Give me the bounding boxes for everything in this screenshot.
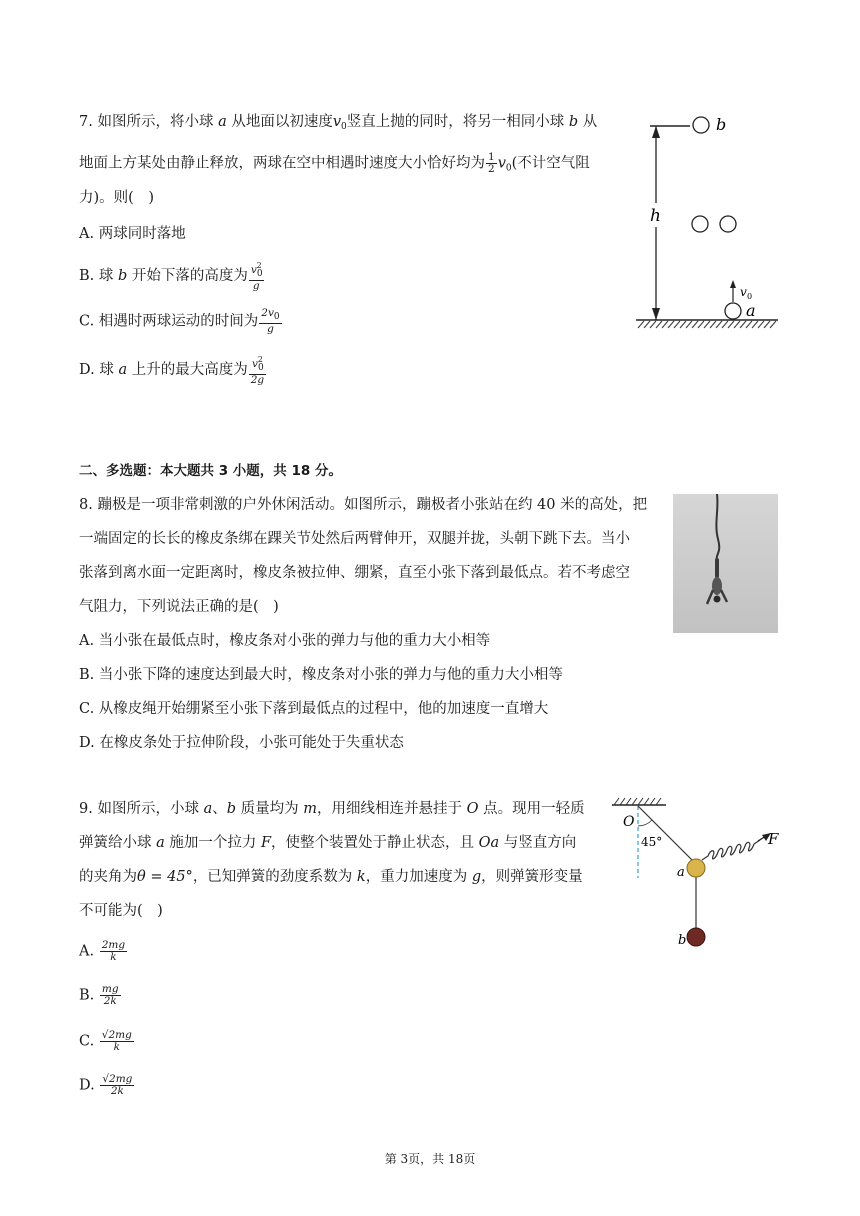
bungee-jumper-photo (673, 494, 778, 633)
label-b: b (716, 115, 727, 134)
q7-option-c: C. 相遇时两球运动的时间为 $\frac{2v0}{g}$ (79, 307, 280, 335)
q8-option-c: C. 从橡皮绳开始绷紧至小张下落到最低点的过程中，他的加速度一直增大 (79, 701, 549, 717)
q7-line-2: 地面上方某处由静止释放，两球在空中相遇时速度大小恰好均为 $\frac{1}{2}$ $v_0$(不计空气阻 (79, 151, 590, 175)
fraction: $\frac{v0^2}{2g}$ (250, 355, 265, 386)
q8-option-b: B. 当小张下降的速度达到最大时，橡皮条对小张的弹力与他的重力大小相等 (79, 667, 563, 683)
label-O: O (623, 814, 635, 830)
label-F: F (768, 830, 779, 848)
q8-line-1: 8. 蹦极是一项非常刺激的户外休闲活动。如图所示，蹦极者小张站在约 40 米的高处，把 (79, 497, 648, 513)
q7-option-a: A. 两球同时落地 (79, 226, 186, 242)
q7-line-1: 7. 如图所示，将小球 a 从地面以初速度$v_0$竖直上抛的同时，将另一相同小球 b 从 (79, 114, 598, 132)
q9-option-a: A. $\frac{2mg}{k}$ (79, 939, 126, 963)
ceiling-hatching (614, 798, 661, 805)
label-h: h (650, 206, 661, 226)
q9-option-c: C. $\frac{√2mg}{k}$ (79, 1029, 132, 1053)
fraction: $\frac{mg}{2k}$ (101, 983, 119, 1007)
section-2-heading: 二、多选题：本大题共 3 小题，共 18 分。 (79, 463, 342, 479)
ball-meet-1 (692, 216, 708, 232)
fraction: $\frac{√2mg}{2k}$ (102, 1073, 133, 1097)
label-a: a (746, 301, 756, 320)
fraction-half: $\frac{1}{2}$ (488, 151, 495, 175)
label-b: b (678, 933, 687, 948)
spring (702, 840, 760, 860)
q8-line-2: 一端固定的长长的橡皮条绑在踝关节处然后两臂伸开，双腿并拢，头朝下跳下去。当小 (79, 531, 630, 547)
fraction: $\frac{v0^2}{g}$ (250, 261, 263, 292)
q9-figure (608, 796, 788, 952)
q9-line-2: 弹簧给小球 a 施加一个拉力 F，使整个装置处于静止状态，且 Oa 与竖直方向 (79, 835, 577, 851)
q8-line-3: 张落到离水面一定距离时，橡皮条被拉伸、绷紧，直至小张下落到最低点。若不考虑空 (79, 565, 630, 581)
ball-a (725, 303, 741, 319)
page-footer: 第 3页，共 18页 (384, 1152, 476, 1166)
arrow-down-head (652, 308, 660, 320)
ground-hatching (638, 321, 776, 328)
fraction: $\frac{2mg}{k}$ (101, 939, 126, 963)
label-a: a (677, 865, 685, 880)
q8-option-d: D. 在橡皮条处于拉伸阶段，小张可能处于失重状态 (79, 735, 404, 751)
fraction: $\frac{2v0}{g}$ (261, 307, 280, 335)
fraction: $\frac{√2mg}{k}$ (101, 1029, 132, 1053)
svg-text:0: 0 (747, 292, 753, 301)
q7-line-3: 力)。则( ) (79, 190, 154, 206)
ball-meet-2 (720, 216, 736, 232)
arrow-up-head (652, 126, 660, 138)
label-v0: v (740, 285, 747, 299)
ball-b (687, 928, 705, 946)
q7-figure (628, 108, 788, 340)
angle-label: 45° (641, 835, 663, 849)
ball-a (687, 859, 705, 877)
q9-line-4: 不可能为( ) (79, 903, 163, 919)
q9-option-d: D. $\frac{√2mg}{2k}$ (79, 1073, 133, 1097)
angle-arc (638, 820, 652, 826)
ball-b (693, 117, 709, 133)
q8-line-4: 气阻力，下列说法正确的是( ) (79, 599, 279, 615)
q7-option-b: B. 球 b 开始下落的高度为 $\frac{v0^2}{g}$ (79, 261, 263, 292)
q7-option-d: D. 球 a 上升的最大高度为 $\frac{v0^2}{2g}$ (79, 355, 265, 386)
q9-option-b: B. $\frac{mg}{2k}$ (79, 983, 119, 1007)
q9-line-1: 9. 如图所示，小球 a、b 质量均为 m，用细线相连并悬挂于 O 点。现用一轻质 (79, 801, 585, 817)
q9-line-3: 的夹角为θ = 45°，已知弹簧的劲度系数为 k，重力加速度为 g，则弹簧形变量 (79, 869, 583, 885)
q8-option-a: A. 当小张在最低点时，橡皮条对小张的弹力与他的重力大小相等 (79, 633, 491, 649)
